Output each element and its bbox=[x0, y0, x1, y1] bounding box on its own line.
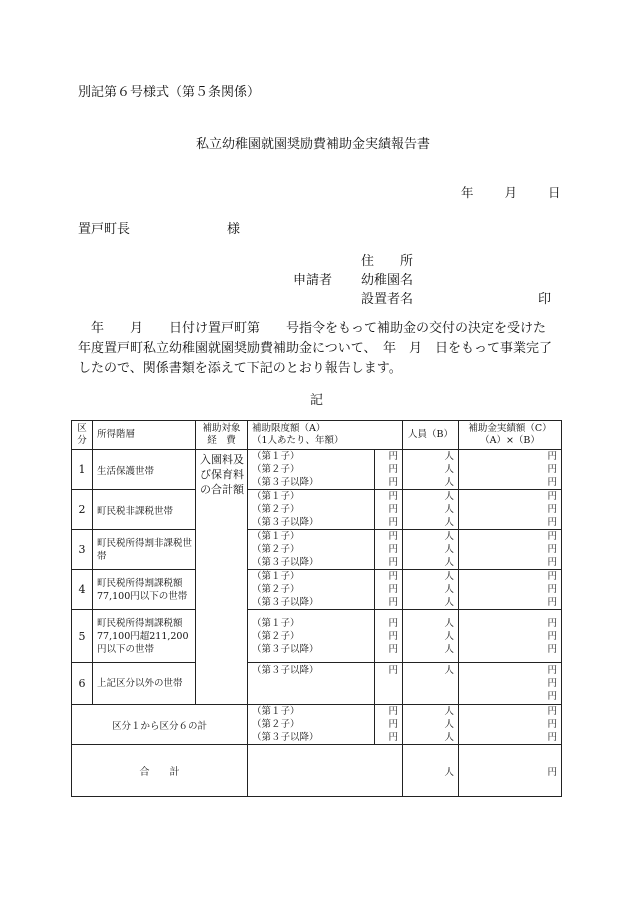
child-labels: （第１子） （第２子） （第３子以降） bbox=[248, 705, 375, 745]
recipient-honorific: 様 bbox=[227, 222, 241, 237]
row-number: 5 bbox=[72, 610, 93, 663]
row-label: 町民税非課税世帯 bbox=[93, 490, 196, 530]
date-line: 年 月 日 bbox=[461, 185, 563, 200]
person-col-b: 人 人 人 bbox=[403, 530, 459, 570]
total-row bbox=[72, 745, 562, 797]
table-row bbox=[72, 450, 562, 490]
yen-col-a: 円 円 円 bbox=[375, 450, 403, 490]
seal-mark: 印 bbox=[538, 292, 552, 307]
person-col-b: 人 bbox=[403, 663, 459, 705]
child-labels: （第１子） （第２子） （第３子以降） bbox=[248, 570, 375, 610]
child-labels: （第１子） （第２子） （第３子以降） bbox=[248, 530, 375, 570]
yen-col-a: 円 円 円 bbox=[375, 610, 403, 663]
founder-label: 設置者名 bbox=[361, 292, 414, 307]
address-label: 住 所 bbox=[361, 254, 414, 269]
row-number: 1 bbox=[72, 450, 93, 490]
row-number: 4 bbox=[72, 570, 93, 610]
yen-col-c: 円 円 円 bbox=[459, 705, 562, 745]
header-income: 所得階層 bbox=[93, 421, 196, 450]
row-number: 6 bbox=[72, 663, 93, 705]
child-labels: （第１子） （第２子） （第３子以降） bbox=[248, 490, 375, 530]
person-col-b: 人 人 人 bbox=[403, 450, 459, 490]
report-body: 年 月 日付け置戸町第 号指令をもって補助金の交付の決定を受けた 年度置戸町私立幼稚園就園奨励費補助金について、 年 月 日をもって事業完了したので、関係書類を添えて下記のとおり報告します。 bbox=[78, 321, 573, 376]
person-col-b: 人 人 人 bbox=[403, 610, 459, 663]
table-row bbox=[72, 570, 562, 610]
subtotal-label: 区分１から区分６の計 bbox=[72, 705, 248, 745]
child-labels: （第３子以降） bbox=[248, 663, 375, 705]
kindergarten-label: 幼稚園名 bbox=[361, 273, 414, 288]
yen-col-c: 円 円 円 bbox=[459, 490, 562, 530]
yen-col-c: 円 円 円 bbox=[459, 663, 562, 705]
yen-col-a: 円 bbox=[375, 663, 403, 705]
yen-col-a: 円 円 円 bbox=[375, 530, 403, 570]
form-number: 別記第６号様式（第５条関係） bbox=[78, 85, 261, 100]
total-yen: 円 bbox=[459, 745, 562, 797]
person-col-b: 人 人 人 bbox=[403, 705, 459, 745]
row-label: 町民税所得割非課税世帯 bbox=[93, 530, 196, 570]
person-col-b: 人 人 人 bbox=[403, 490, 459, 530]
child-labels: （第１子） （第２子） （第３子以降） bbox=[248, 450, 375, 490]
yen-col-c: 円 円 円 bbox=[459, 450, 562, 490]
row-label: 生活保護世帯 bbox=[93, 450, 196, 490]
row-number: 3 bbox=[72, 530, 93, 570]
yen-col-a: 円 円 円 bbox=[375, 490, 403, 530]
yen-col-c: 円 円 円 bbox=[459, 570, 562, 610]
report-table bbox=[71, 420, 562, 797]
person-col-b: 人 人 人 bbox=[403, 570, 459, 610]
table-row bbox=[72, 663, 562, 705]
yen-col-a: 円 円 円 bbox=[375, 705, 403, 745]
table-header-row bbox=[72, 421, 562, 450]
header-actual-c: 補助金実績額（C） （A）×（B） bbox=[459, 421, 562, 450]
table-row bbox=[72, 490, 562, 530]
header-persons-b: 人員（B） bbox=[403, 421, 459, 450]
total-label: 合 計 bbox=[72, 745, 248, 797]
total-limit-cell bbox=[248, 745, 403, 797]
recipient: 置戸町長 bbox=[78, 222, 131, 237]
table-row bbox=[72, 610, 562, 663]
table-row bbox=[72, 530, 562, 570]
applicant-label: 申請者 bbox=[293, 273, 333, 288]
child-labels: （第１子） （第２子） （第３子以降） bbox=[248, 610, 375, 663]
row-label: 町民税所得割課税額77,100円以下の世帯 bbox=[93, 570, 196, 610]
yen-col-c: 円 円 円 bbox=[459, 530, 562, 570]
yen-col-a: 円 円 円 bbox=[375, 570, 403, 610]
row-number: 2 bbox=[72, 490, 93, 530]
header-category: 区 分 bbox=[72, 421, 93, 450]
total-persons: 人 bbox=[403, 745, 459, 797]
document-title: 私立幼稚園就園奨励費補助金実績報告書 bbox=[196, 137, 431, 152]
yen-col-c: 円 円 円 bbox=[459, 610, 562, 663]
row-label: 町民税所得割課税額77,100円超211,200円以下の世帯 bbox=[93, 610, 196, 663]
ki-heading: 記 bbox=[310, 393, 324, 408]
header-limit-a: 補助限度額（A） （1人あたり、年額） bbox=[248, 421, 403, 450]
subtotal-row bbox=[72, 705, 562, 745]
row-label: 上記区分以外の世帯 bbox=[93, 663, 196, 705]
header-subsidy-target: 補助対象 経 費 bbox=[196, 421, 248, 450]
expense-description: 入園料及び保育料の合計額 bbox=[196, 450, 248, 705]
